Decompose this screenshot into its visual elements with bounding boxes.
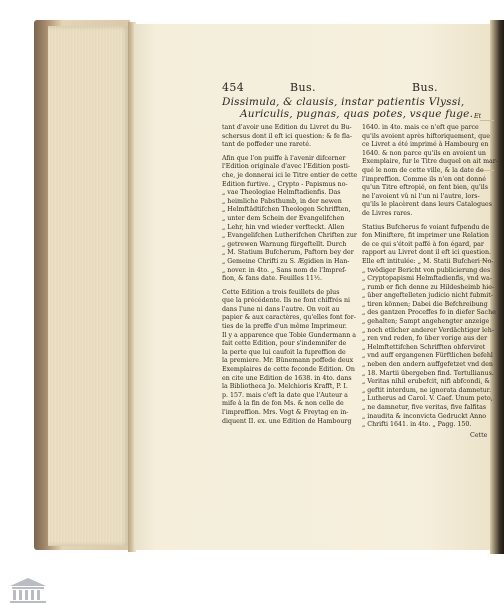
text-line: „ des gantzen Proceffes fo in diefer Sache: [362, 309, 496, 317]
page-edge-line: [480, 120, 494, 121]
text-line: de ce qui s'étoit paffé à fon égard, par: [362, 240, 484, 248]
left-text-column: [222, 124, 357, 426]
text-line: „ Helmftädtifchen Theologen Schrifften,: [222, 206, 351, 214]
right-text-column: [362, 124, 498, 430]
text-line: „ Lutherus ad Carol. V. Caef. Unum peto,: [362, 395, 493, 403]
text-line: „ ren vnd reden, fo über vorige aus der: [362, 335, 488, 343]
text-line: „ vnd auff ergangenen Fürftlichen befehl: [362, 352, 493, 360]
text-line: papier & aux caractères, qu'elles font for-: [222, 314, 356, 322]
text-line: l'Edition originale d'avec l'Edition posti-: [222, 163, 351, 171]
corner-catchword: Et: [474, 113, 482, 120]
text-line: l'impreffion. Comme ils n'en ont donné: [362, 175, 486, 183]
text-line: „ geftit interdum, ne ignorata damnetur.: [362, 386, 491, 394]
library-building-logo-icon: [6, 576, 50, 604]
text-line: l'impreffion. Mrs. Vogt & Freytag en in-: [222, 409, 349, 416]
text-line: „ M. Statium Bufcherum, Paftorn bey der: [222, 249, 354, 257]
text-line: Afin que l'on puiffe à l'avenir difcerner: [222, 154, 346, 162]
text-line: ties de la preffe d'un même Imprimeur.: [222, 323, 347, 331]
text-line: schersus dont il eft ici question: & fe fla-: [222, 132, 352, 140]
text-line: „ gehalten; Sampt angehengter anzeige: [362, 318, 490, 326]
running-head-center: Bus.: [290, 81, 316, 94]
text-line: Cette Edition a trois feuillets de plus: [222, 288, 340, 296]
text-line: „ rumb er fich denne zu Hildesheimb hie-: [362, 283, 495, 291]
text-line: „ unter dem Schein der Evangelifchen: [222, 214, 345, 222]
text-line: p. 157. mais c'eft la date que l'Auteur a: [222, 391, 348, 399]
text-line: qu'ils le placèrent dans leurs Catalogues: [362, 201, 493, 209]
text-line: Statius Bufcherus fe voiant fufpendu de: [362, 223, 490, 231]
text-line: fon Miniftere, fit imprimer une Relation: [362, 232, 489, 240]
text-line: 1640. & non parce qu'ils en avoient un: [362, 149, 486, 157]
text-line: „ Gemeine Chrifti zu S. Ægidien in Han-: [222, 257, 350, 265]
text-line: „ twödiger Bericht von publicierung des: [362, 266, 491, 274]
text-line: de Livres rares.: [362, 209, 413, 217]
text-line: „ tiren können; Dabei die Befchreibung: [362, 300, 488, 308]
text-line: la premiere. Mr. Bünemann poffede deux: [222, 357, 354, 365]
text-line: „ über angeftelleten judicio nicht fubmit-: [362, 292, 493, 300]
text-line: rapport au Livret dont il eft ici question.: [362, 249, 492, 257]
text-line: che, je donnerai ici le Titre entier de cette: [222, 171, 358, 179]
text-line: que la précédente. Ils ne font chiffrés ni: [222, 297, 351, 305]
text-line: „ Chrifti 1641. in 4to. „ Pagg. 150.: [362, 421, 472, 429]
text-line: mife à la fin de fon Ms. & non celle de: [222, 400, 344, 408]
text-line: qu'un Titre eftropié, on fent bien, qu'ils: [362, 184, 488, 192]
text-line: en cite une Edition de 1638. in 4to. dans: [222, 374, 352, 382]
motto-line-2: Auriculis, pugnas, quas potes, vsque fuge.: [240, 108, 474, 120]
text-line: 1640. in 4to. mais ce n'eft que parce: [362, 124, 479, 131]
page-stack-fore-edge: [48, 26, 130, 546]
text-line: fion, & fans date. Feuilles 11½.: [222, 275, 322, 283]
text-line: „ neben den andern auffgefetzet vnd den: [362, 361, 493, 369]
text-line: diquent II. ex. une Edition de Hambourg: [222, 417, 352, 425]
text-line: tant de poffeder une rareté.: [222, 141, 312, 149]
library-footer: [0, 572, 504, 606]
text-line: la Bibliotheca Jo. Melchioris Krafft, P. I.: [222, 383, 348, 391]
text-line: „ Veritas nihil erubefcit, nifi abfcondi, &: [362, 378, 491, 386]
running-head-right: Bus.: [412, 81, 438, 94]
text-line: tant d'avoir une Edition du Livret du Bu-: [222, 124, 352, 131]
text-line: Il y a apparence que Tobie Gundermann a: [222, 331, 357, 339]
text-line: Edition furtive. „ Crypto - Papismus no-: [222, 180, 348, 188]
text-line: „ noch etlicher anderer Verdächtiger leh-: [362, 326, 494, 334]
text-line: fait cette Edition, pour s'indemnifer de: [222, 340, 347, 348]
text-line: „ 18. Martii übergeben find. Tertullianus.: [362, 369, 494, 377]
text-line: ce Livret a été imprimé à Hambourg en: [362, 141, 489, 149]
text-line: „ Evangelifchen Lutherifchen Chriften zur: [222, 232, 357, 240]
text-line: „ heimliche Pabsthumb, in der newen: [222, 197, 342, 205]
text-line: „ Cryptopapismi Helmftadienfis, vnd wa-: [362, 275, 493, 283]
text-line: Elle eft intitulée: „ M. Statii Bufcheri No-: [362, 257, 494, 265]
text-line: qu'ils avoient après hiftoriquement, que: [362, 132, 490, 140]
text-line: „ vae Theologiae Helmftadienfis. Das: [222, 189, 341, 197]
text-line: „ ne damnetur, five veritas, five falfitas: [362, 404, 487, 411]
text-line: la perte que lui caufoit la fupreffion de: [222, 348, 346, 356]
text-line: Exemplaires de cette feconde Edition. On: [222, 366, 355, 374]
text-line: dans l'une ni dans l'autre. On voit au: [222, 305, 340, 313]
text-line: „ nover. in 4to. „ Sans nom de l'Impref-: [222, 266, 347, 274]
text-line: „ Lehr, hin vnd wieder verfteckt. Allen: [222, 223, 345, 231]
catchword: Cette: [470, 432, 488, 439]
text-line: ne l'avoient vû ni l'un ni l'autre, lors-: [362, 192, 480, 200]
page-number: 454: [222, 81, 245, 94]
text-line: „ Helmftettifchen Schrifften obferviret: [362, 343, 486, 351]
text-line: qué le nom de cette ville, & la date de: [362, 166, 484, 174]
text-line: „ getrewen Warnung fürgeftellt. Durch: [222, 240, 347, 248]
text-line: „ inaudita & inconvicta Gedruckt Anno: [362, 412, 487, 420]
motto-line-1: Dissimula, & clausis, instar patientis Vlyssi,: [222, 96, 465, 108]
text-line: Exemplaire, fur le Titre duquel on ait mar-: [362, 158, 498, 166]
